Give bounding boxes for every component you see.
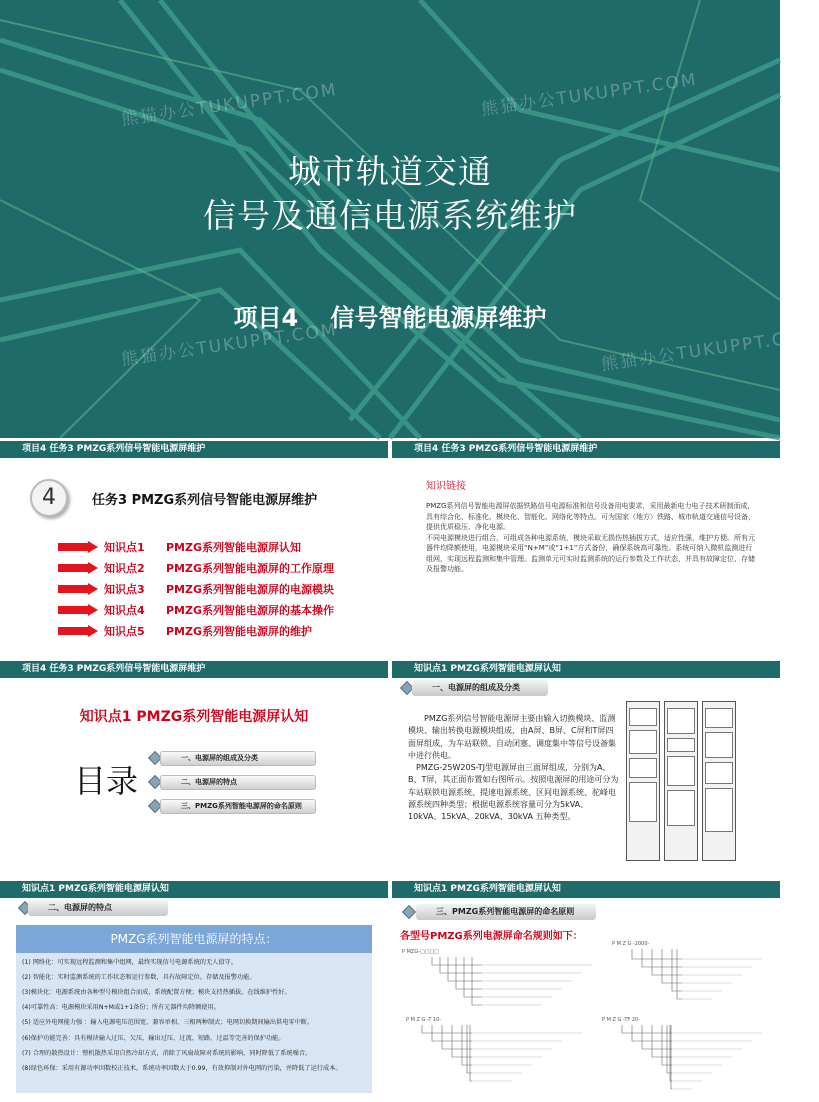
- slide-task-overview: [0, 441, 388, 657]
- paragraph: PMZG系列信号智能电源屏主要由输入切换模块、监测模块、输出转换电源模块组成，由A屏、B屏、C屏和T屏四面屏组成，为车站联锁、自动闭塞、调度集中等信号设备集中进行供电。: [408, 714, 616, 760]
- slide-header: 项目4 任务3 PMZG系列信号智能电源屏维护: [0, 441, 388, 458]
- knowledge-point-desc: PMZG系列智能电源屏的电源模块: [166, 583, 335, 596]
- knowledge-point: [58, 602, 388, 618]
- features-title: PMZG系列智能电源屏的特点：: [16, 925, 372, 953]
- section-heading: 三、PMZG系列智能电源屏的命名原则: [416, 904, 596, 920]
- feature-item: (3)模块化：电源系统由各种型号模块组合而成，系统配置方便；模块支持热插拔，在线维护性好。: [22, 989, 291, 996]
- red-arrow-icon: [58, 583, 98, 595]
- knowledge-point-label: 知识点1: [104, 541, 145, 554]
- red-arrow-icon: [58, 625, 98, 637]
- knowledge-point: [58, 623, 388, 639]
- naming-diagram: [392, 881, 780, 1102]
- feature-item: (4)可靠性高：电源模块采用N+M或1+1备份；所有元器件均降额使用。: [22, 1004, 220, 1011]
- knowledge-point-label: 知识点5: [104, 625, 145, 638]
- naming-code: P M Z G -2000-: [612, 941, 650, 947]
- red-arrow-icon: [58, 604, 98, 616]
- contents-item[interactable]: 二、电源屏的特点: [160, 775, 316, 790]
- contents-item[interactable]: 一、电源屏的组成及分类: [160, 751, 316, 766]
- red-arrow-icon: [58, 562, 98, 574]
- slide-header: 知识点1 PMZG系列智能电源屏认知: [392, 661, 780, 678]
- knowledge-point-desc: PMZG系列智能电源屏的维护: [166, 625, 313, 638]
- paragraph: PMZG-25W20S-TJ型电源屏由三面屏组成，分别为A、B、T屏，其正面布置如右图所示。按照电源屏的用途可分为车站联锁电源系统、提速电源系统、区间电源系统、驼峰电源系统四种类型；根据电源系统容量可分为5kVA、10kVA、15kVA、20kVA、30kVA 五种类型。: [408, 763, 619, 822]
- cabinet-b-illustration: [664, 701, 698, 861]
- knowledge-point: [58, 539, 388, 555]
- slide-contents: [0, 661, 388, 877]
- feature-item: (7) 合理的散热设计：整机散热采用自然冷却方式，消除了风扇故障对系统的影响，同时降低了系统噪音。: [22, 1050, 312, 1057]
- knowledge-point: [58, 581, 388, 597]
- watermark: 熊猫办公TUKUPPT.COM: [120, 319, 339, 371]
- feature-item: (8)绿色环保：采用有源功率因数校正技术，系统功率因数大于0.99，有效抑制对外电网的污染，并降低了运行成本。: [22, 1065, 342, 1072]
- cabinet-a-illustration: [626, 701, 660, 861]
- features-box: [16, 925, 372, 1093]
- watermark: 熊猫办公TUKUPPT.COM: [600, 324, 819, 376]
- slide-header: 知识点1 PMZG系列智能电源屏认知: [0, 881, 388, 898]
- watermark: 熊猫办公TUKUPPT.COM: [120, 79, 339, 131]
- feature-item: (5) 适应外电网能力强 ：输入电源电压范围宽，兼容单相、三相两种制式；电网切换期间输出供电零中断。: [22, 1019, 314, 1026]
- knowledge-point-desc: PMZG系列智能电源屏认知: [166, 541, 302, 554]
- knowledge-point-label: 知识点4: [104, 604, 145, 617]
- slide-title: 知识点1 PMZG系列智能电源屏认知: [79, 709, 309, 725]
- slide-knowledge-link: [392, 441, 780, 657]
- feature-item: (2) 智能化：实时监测系统的工作状态和运行参数，具有故障定位、存储及报警功能。: [22, 974, 256, 981]
- knowledge-point: [58, 560, 388, 576]
- section-number: 4: [30, 479, 68, 517]
- cover-title-line2: 信号及通信电源系统维护: [203, 196, 577, 235]
- knowledge-point-label: 知识点2: [104, 562, 145, 575]
- slide-header: 项目4 任务3 PMZG系列信号智能电源屏维护: [392, 441, 780, 458]
- slide-header: 知识点1 PMZG系列智能电源屏认知: [392, 881, 780, 898]
- slide-header: 项目4 任务3 PMZG系列信号智能电源屏维护: [0, 661, 388, 678]
- slide-composition: [392, 661, 780, 877]
- contents-item[interactable]: 三、PMZG系列智能电源屏的命名原则: [160, 799, 316, 814]
- watermark: 熊猫办公TUKUPPT.COM: [480, 69, 699, 121]
- cover-slide: [0, 0, 819, 438]
- task-title: 任务3 PMZG系列信号智能电源屏维护: [92, 493, 318, 508]
- naming-code: P MZG-□□□□: [402, 949, 439, 955]
- knowledge-link-heading: 知识链接: [426, 481, 466, 492]
- composition-text: [408, 713, 620, 824]
- paragraph: 不同电源模块进行组合，可组成各种电源系统，模块采取无损伤热插拔方式，适应性强，维护方便。所有元器件均降额使用，电源模块采用“N+M”或“1+1”方式备份，确保系统高可靠性。系统可纳入微机监测进行组网，实现远程监测和集中管理。监测单元可实时监测系统的运行参数及工作状态，并具有故障定位、存储及报警功能。: [426, 533, 755, 573]
- slide-features: [0, 881, 388, 1102]
- naming-rule-title: 各型号PMZG系列电源屏命名规则如下：: [400, 931, 583, 942]
- feature-item: (6)保护功能完善：具有模块输入过压、欠压，输出过压、过流、短路、过温等完善的保护功能。: [22, 1035, 285, 1042]
- paragraph: PMZG系列信号智能电源屏依据铁路信号电源标准和信号设备用电要求，采用最新电力电子技术研制而成，具有综合化、标准化、模块化、智能化、网络化等特点。可为国家（地方）铁路、城市轨道交通信号设备，提供优质稳压、净化电源。: [426, 502, 755, 531]
- cover-title-line1: 城市轨道交通: [288, 152, 492, 191]
- section-heading: 二、电源屏的特点: [28, 900, 168, 916]
- naming-code: P M Z G -T 10-: [406, 1017, 442, 1023]
- knowledge-point-label: 知识点3: [104, 583, 145, 596]
- slide-naming-rules: [392, 881, 780, 1102]
- knowledge-link-body: [426, 501, 756, 575]
- naming-code: P M Z G -TF 20-: [602, 1017, 641, 1023]
- red-arrow-icon: [58, 541, 98, 553]
- cabinet-t-illustration: [702, 701, 736, 861]
- feature-item: (1) 网络化：可实现远程监测和集中组网，最终实现信号电源系统的无人值守。: [22, 959, 237, 966]
- contents-label: 目录: [74, 762, 139, 800]
- knowledge-point-desc: PMZG系列智能电源屏的工作原理: [166, 562, 335, 575]
- knowledge-point-desc: PMZG系列智能电源屏的基本操作: [166, 604, 335, 617]
- section-heading: 一、电源屏的组成及分类: [412, 680, 548, 696]
- cover-subtitle: 项目4 信号智能电源屏维护: [233, 304, 547, 332]
